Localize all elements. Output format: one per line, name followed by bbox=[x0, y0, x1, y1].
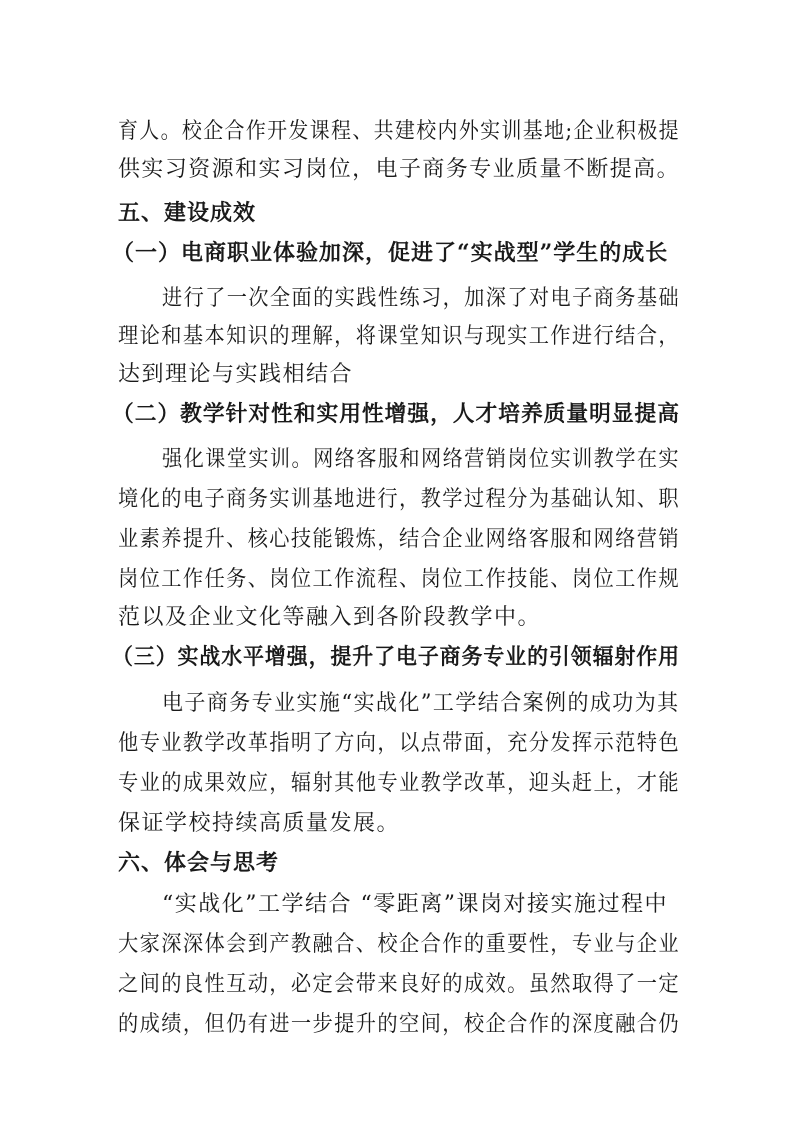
paragraph-line: 保证学校持续高质量发展。 bbox=[118, 811, 401, 836]
paragraph-line: 范以及企业文化等融入到各阶段教学中。 bbox=[118, 605, 542, 630]
paragraph-line: 强化课堂实训。网络客服和网络营销岗位实训教学在实 bbox=[162, 447, 680, 472]
paragraph-line: 之间的良性互动，必定会带来良好的成效。虽然取得了一定 bbox=[118, 972, 681, 997]
paragraph-line: 电子商务专业实施“实战化”工学结合案例的成功为其 bbox=[162, 691, 680, 716]
paragraph-line: 境化的电子商务实训基地进行，教学过程分为基础认知、职 bbox=[118, 487, 681, 512]
paragraph-line: 大家深深体会到产教融合、校企合作的重要性，专业与企业 bbox=[118, 932, 681, 957]
subsection-heading: （二）教学针对性和实用性增强，人才培养质量明显提高 bbox=[112, 401, 681, 427]
paragraph-line: 专业的成果效应，辐射其他专业教学改革，迎头赶上，才能 bbox=[118, 771, 681, 796]
paragraph-line: 岗位工作任务、岗位工作流程、岗位工作技能、岗位工作规 bbox=[118, 567, 681, 592]
paragraph-line: 供实习资源和实习岗位，电子商务专业质量不断提高。 bbox=[118, 157, 681, 182]
paragraph-line: 育人。校企合作开发课程、共建校内外实训基地;企业积极提 bbox=[118, 119, 680, 144]
paragraph-line: 进行了一次全面的实践性练习，加深了对电子商务基础 bbox=[162, 286, 680, 311]
section-heading: 五、建设成效 bbox=[118, 200, 257, 226]
paragraph-line: 达到理论与实践相结合 bbox=[118, 362, 354, 387]
subsection-heading: （一）电商职业体验加深，促进了“实战型”学生的成长 bbox=[112, 240, 669, 266]
section-heading: 六、体会与思考 bbox=[118, 850, 280, 876]
paragraph-line: 他专业教学改革指明了方向，以点带面，充分发挥示范特色 bbox=[118, 731, 681, 756]
paragraph-line: “实战化”工学结合 “零距离”课岗对接实施过程中 bbox=[162, 892, 668, 917]
subsection-heading: （三）实战水平增强，提升了电子商务专业的引领辐射作用 bbox=[112, 644, 680, 670]
paragraph-line: 的成绩，但仍有进一步提升的空间，校企合作的深度融合仍 bbox=[118, 1012, 681, 1037]
paragraph-line: 理论和基本知识的理解，将课堂知识与现实工作进行结合， bbox=[118, 324, 681, 349]
paragraph-line: 业素养提升、核心技能锻炼，结合企业网络客服和网络营销 bbox=[118, 527, 681, 552]
